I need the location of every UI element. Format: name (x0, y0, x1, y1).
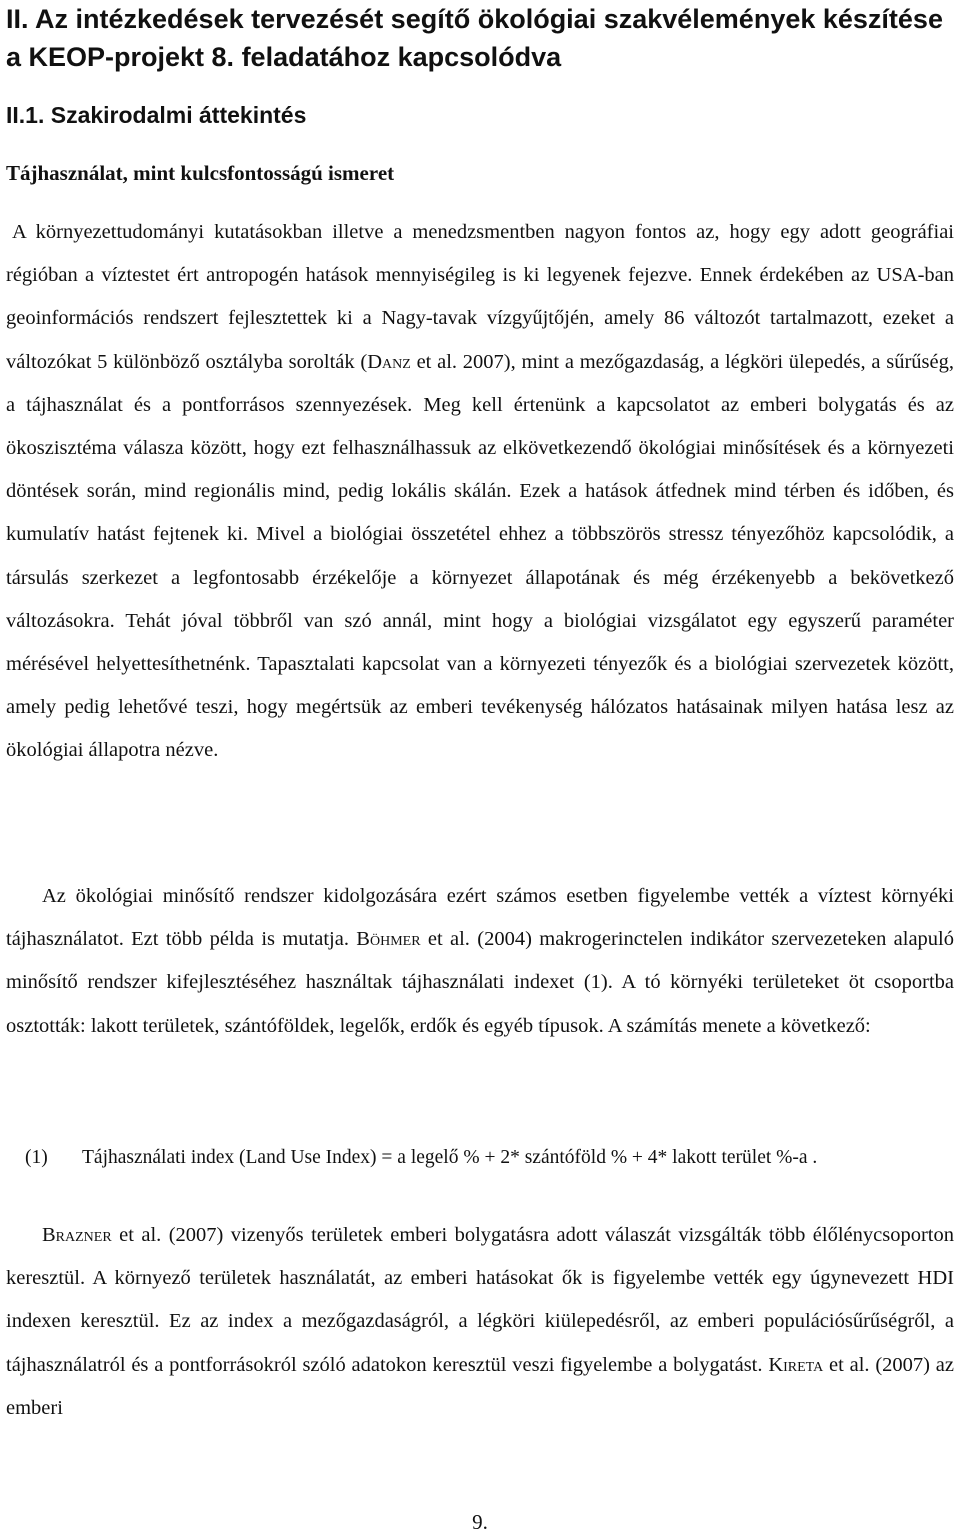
author-name: Danz (367, 350, 411, 373)
chapter-heading: II. Az intézkedések tervezését segítő ökológiai szakvélemények készítése a KEOP-projekt 8. feladatához kapcsolódva (6, 4, 943, 72)
paragraph-landuse-intro (6, 211, 954, 773)
subsection-title: Tájhasználat, mint kulcsfontosságú ismeret (6, 161, 395, 185)
paragraph-hdi-index (6, 1214, 954, 1430)
formula-number: (1) (25, 1147, 48, 1168)
paragraph-rating-system (6, 875, 954, 1048)
section-heading: II.1. Szakirodalmi áttekintés (6, 102, 307, 128)
paragraph-text: Az ökológiai minősítő rendszer kidolgozására ezért számos esetben figyelembe vették a víztest környéki tájhasználatot. Ezt több példa is mutatja. (6, 885, 954, 951)
page-number: 9. (472, 1510, 488, 1534)
author-name: Böhmer (356, 928, 421, 951)
paragraph-text: et al. 2007), mint a mezőgazdaság, a légköri ülepedés, a sűrűség, a tájhasználat és a pontforrásos szennyezések. Meg kell értenünk a kapcsolatot az emberi bolygatás és az ökoszisztéma válasza között, hogy ezt felhasználhassuk az elkövetkezendő ökológiai minősítések és a környezeti döntések során, mind regionális mind, pedig lokális skálán. Ezek a hatások átfednek mind térben és időben, és kumulatív hatást fejtenek ki. Mivel a biológiai összetétel ehhez a többszörös stressz tényezőhöz kapcsolódik, a társulás szerkezet a legfontosabb érzékelője a környezet állapotának és még érzékenyebb a bekövetkező változásokra. Tehát jóval többről van szó annál, mint hogy a biológiai vizsgálatot egy egyszerű paraméter mérésével helyettesíthetnénk. Tapasztalati kapcsolat van a környezeti tényezők és a biológiai szervezetek között, amely pedig lehetővé teszi, hogy megértsük az emberi tevékenység hálózatos hatásainak milyen hatása lesz az ökológiai állapotra nézve. (6, 350, 955, 762)
formula-text: Tájhasználati index (Land Use Index) = a legelő % + 2* szántóföld % + 4* lakott terület %-a . (82, 1147, 818, 1168)
paragraph-text: et al. (2007) vizenyős területek emberi bolygatásra adott válaszát vizsgálták több élőlénycsoporton keresztül. A környező területek használatát, az emberi hatásokat ők is figyelembe vették egy úgynevezett HDI indexen keresztül. Ez az index a mezőgazdaságról, a légköri kiülepedésről, az emberi populációsűrűségről, a tájhasználatról és a pontforrásokról szóló adatokon keresztül veszi figyelembe a bolygatást. (6, 1224, 954, 1376)
author-name: Kireta (768, 1353, 824, 1376)
paragraph-text: et al. (2007) az emberi (6, 1353, 955, 1419)
paragraph-text: et al. (2004) makrogerinctelen indikátor szervezeteken alapuló minősítő rendszer kifejlesztéséhez használtak tájhasználati indexet (1). A tó környéki területeket öt csoportba osztották: lakott területek, szántóföldek, legelők, erdők és egyéb típusok. A számítás menete a következő: (6, 928, 954, 1037)
paragraph-text: A környezettudományi kutatásokban illetve a menedzsmentben nagyon fontos az, hogy egy adott geográfiai régióban a víztestet ért antropogén hatások mennyiségileg is ki legyenek fejezve. Ennek érdekében az USA-ban geoinformációs rendszert fejlesztettek ki a Nagy-tavak vízgyűjtőjén, amely 86 változót tartalmazott, ezeket a változókat 5 különböző osztályba sorolták ( (6, 221, 954, 373)
formula-land-use-index (25, 1143, 960, 1173)
author-name: Brazner (42, 1224, 112, 1246)
